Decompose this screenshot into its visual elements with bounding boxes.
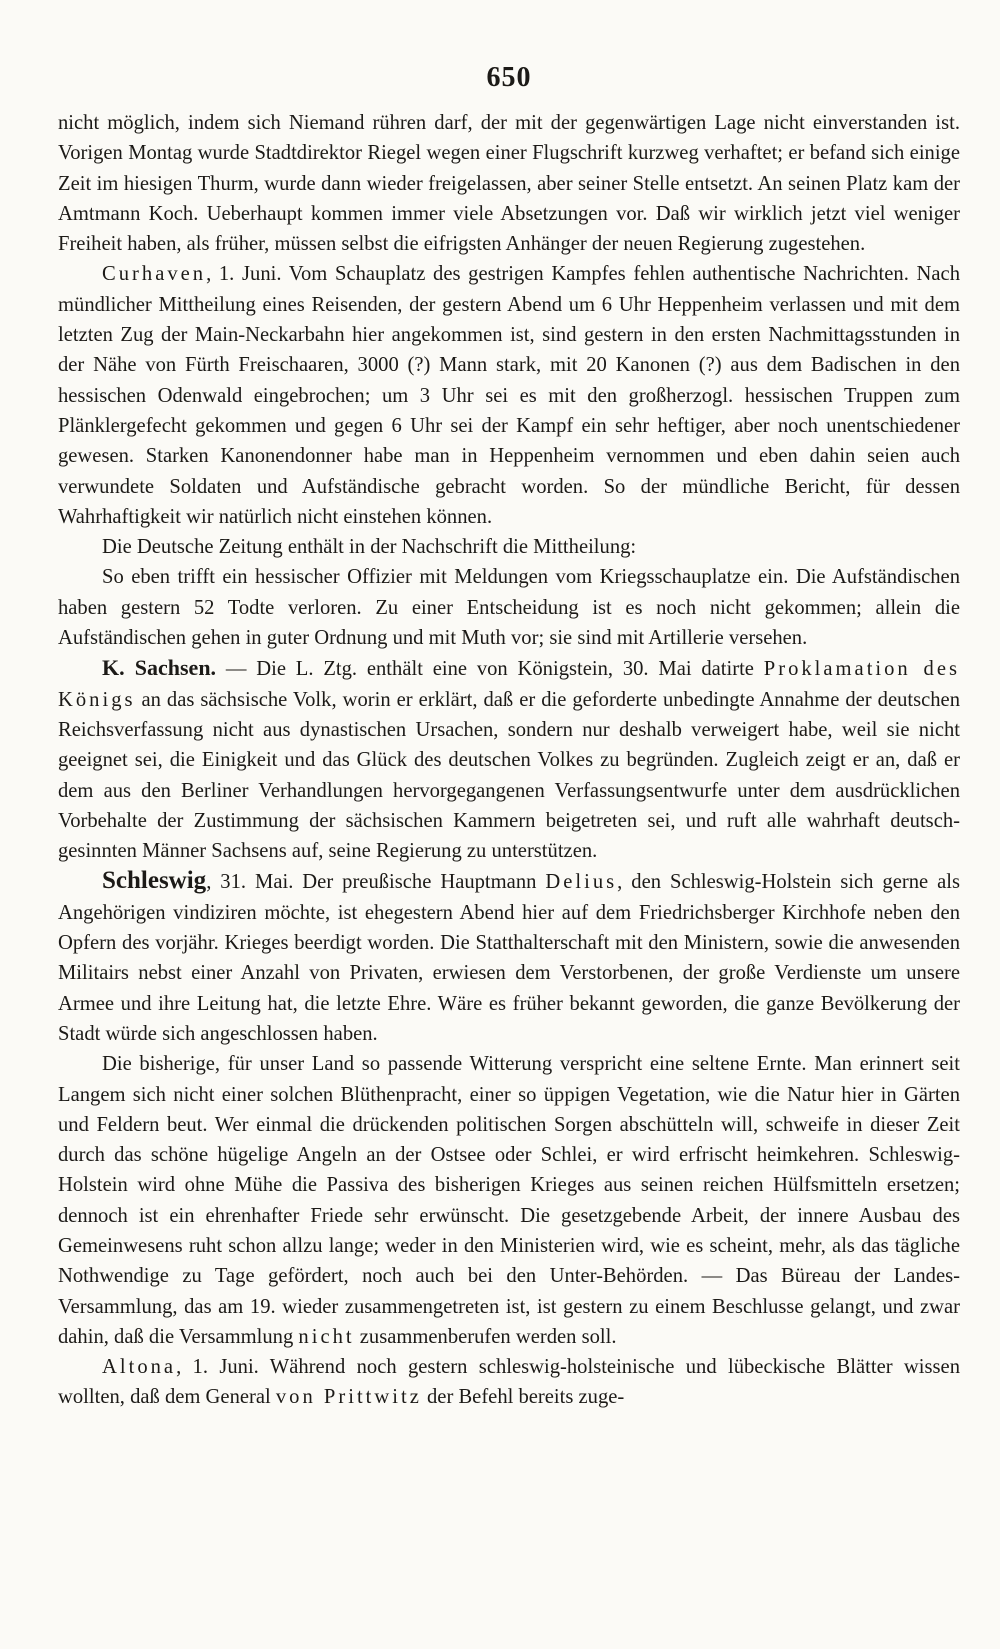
spaced-emphasis: Proklamation des Königs	[58, 658, 960, 711]
section-heading: Schleswig	[102, 867, 207, 895]
paragraph-altona	[58, 1352, 960, 1413]
paragraph-text: So eben trifft ein hessischer Offizier mit Meldungen vom Kriegsschauplatze ein. Die Aufständischen haben gestern 52 Todte verloren. Zu einer Entscheidung ist es noch nicht gekommen; allein die Aufständischen gehen in guter Ordnung und mit Muth vor; sie sind mit Artillerie versehen.	[58, 566, 960, 650]
section-heading: K. Sachsen.	[102, 655, 217, 681]
paragraph-quote	[58, 562, 960, 653]
dateline-place: Altona	[102, 1356, 177, 1379]
dateline-place: Curhaven	[102, 263, 207, 286]
paragraph-text: Die bisherige, für unser Land so passende Witterung verspricht eine seltene Ernte. Man erinnert seit Langem sich nicht einer solchen Blüthenpracht, einer so üppigen Vegetation, wie die Natur hier in Gärten und Feldern beut. Wer einmal die drückenden politischen Sorgen abschütteln will, schweife in dieser Zeit durch das schöne hügelige Angeln an der Ostsee oder Schlei, er wird erfrischt heimkehren. Schleswig-Holstein wird ohne Mühe die Passiva des bisherigen Krieges aus seinen reichen Hülfsmitteln ersetzen; dennoch ist ein ehrenhafter Friede sehr erwünscht. Die gesetzgebende Arbeit, der innere Ausbau des Gemeinwesens ruht schon allzu lange; weder in den Ministerien wird, wie es scheint, mehr, als das tägliche Nothwendige zu Tage gefördert, noch auch bei den Unter-Behörden. — Das Büreau der Landes-Versammlung, das am 19. wieder zusammengetreten ist, ist gestern zu einem Beschlusse gelangt, und zwar dahin, daß die Versammlung	[58, 1053, 960, 1348]
paragraph-text: , den Schleswig-Holstein sich gerne als Angehörigen vindiziren möchte, ist ehegestern Abend hier auf dem Friedrichsberger Kirchhofe neben den Opfern des vorjähr. Krieges beerdigt worden. Die Statthalterschaft mit den Ministern, sowie die anwesenden Militairs nebst einer Anzahl von Privaten, erwiesen dem Verstorbenen, der große Verdienste um unsere Armee und ihre Leitung hat, die letzte Ehre. Wäre es früher bekannt geworden, die ganze Bevölkerung der Stadt würde sich angeschlossen haben.	[58, 871, 960, 1045]
paragraph-text: zusammenberufen werden soll.	[354, 1325, 617, 1348]
spaced-emphasis: nicht	[298, 1325, 355, 1348]
paragraph	[58, 1049, 960, 1352]
paragraph-sachsen	[58, 653, 960, 866]
paragraph-text: , 1. Juni. Während noch gestern schleswig-holsteinische und lübeckische Blätter wissen wollten, daß dem General	[58, 1356, 960, 1409]
page-number: 650	[486, 62, 532, 93]
paragraph	[58, 108, 960, 259]
paragraph-text: , 1. Juni. Vom Schauplatz des gestrigen Kampfes fehlen authentische Nachrichten. Nach mündlicher Mittheilung eines Reisenden, der gestern Abend um 6 Uhr Heppenheim verlassen und mit dem letzten Zug der Main-Neckarbahn hier angekommen ist, sind gestern in den ersten Nachmittagsstunden in der Nähe von Fürth Freischaaren, 3000 (?) Mann stark, mit 20 Kanonen (?) aus dem Badischen in den hessischen Odenwald eingebrochen; um 3 Uhr sei es mit den großherzogl. hessischen Truppen zum Plänklergefecht gekommen und gegen 6 Uhr sei der Kampf ein sehr heftiger, aber noch unentschiedener gewesen. Starken Kanonendonner habe man in Heppenheim vernommen und eben dahin seien auch verwundete Soldaten und Aufständische gebracht worden. So der mündliche Bericht, für dessen Wahrhaftigkeit wir natürlich nicht einstehen können.	[58, 263, 960, 528]
paragraph-schleswig	[58, 866, 960, 1049]
paragraph	[58, 532, 960, 562]
paragraph-text: der Befehl bereits zuge-	[421, 1386, 625, 1409]
paragraph-text: , 31. Mai. Der preußische Hauptmann	[206, 871, 546, 894]
paragraph-text: Die Deutsche Zeitung enthält in der Nachschrift die Mittheilung:	[102, 536, 637, 559]
paragraph-text: — Die L. Ztg. enthält eine von Königstein, 30. Mai datirte	[216, 658, 764, 681]
spaced-emphasis: Delius	[545, 871, 618, 894]
spaced-emphasis: von Prittwitz	[275, 1386, 422, 1409]
paragraph-text: an das sächsische Volk, worin er erklärt, daß er die geforderte unbedingte Annahme der deutschen Reichsverfassung nicht aus dynastischen Ursachen, sondern nur deshalb verweigert habe, weil sie nicht geeignet sei, die Einigkeit und das Glück des deutschen Volkes zu begründen. Zugleich zeigt er an, daß er dem aus den Berliner Verhandlungen hervorgegangenen Verfassungsentwurfe unter dem ausdrücklichen Vorbehalte der Zustimmung der sächsischen Kammern beigetreten sei, und ruft alle wahrhaft deutsch-gesinnten Männer Sachsens auf, seine Regierung zu unterstützen.	[58, 688, 960, 863]
article-text	[58, 108, 960, 1413]
paragraph-text: nicht möglich, indem sich Niemand rühren darf, der mit der gegenwärtigen Lage nicht einverstanden ist. Vorigen Montag wurde Stadtdirektor Riegel wegen einer Flugschrift kurzweg verhaftet; er befand sich einige Zeit im hiesigen Thurm, wurde dann wieder freigelassen, aber seiner Stelle entsetzt. An seinen Platz kam der Amtmann Koch. Ueberhaupt kommen immer viele Absetzungen vor. Daß wir wirklich jetzt viel weniger Freiheit haben, als früher, müssen selbst die eifrigsten Anhänger der neuen Regierung zugestehen.	[58, 112, 960, 256]
paragraph-curhaven	[58, 259, 960, 532]
